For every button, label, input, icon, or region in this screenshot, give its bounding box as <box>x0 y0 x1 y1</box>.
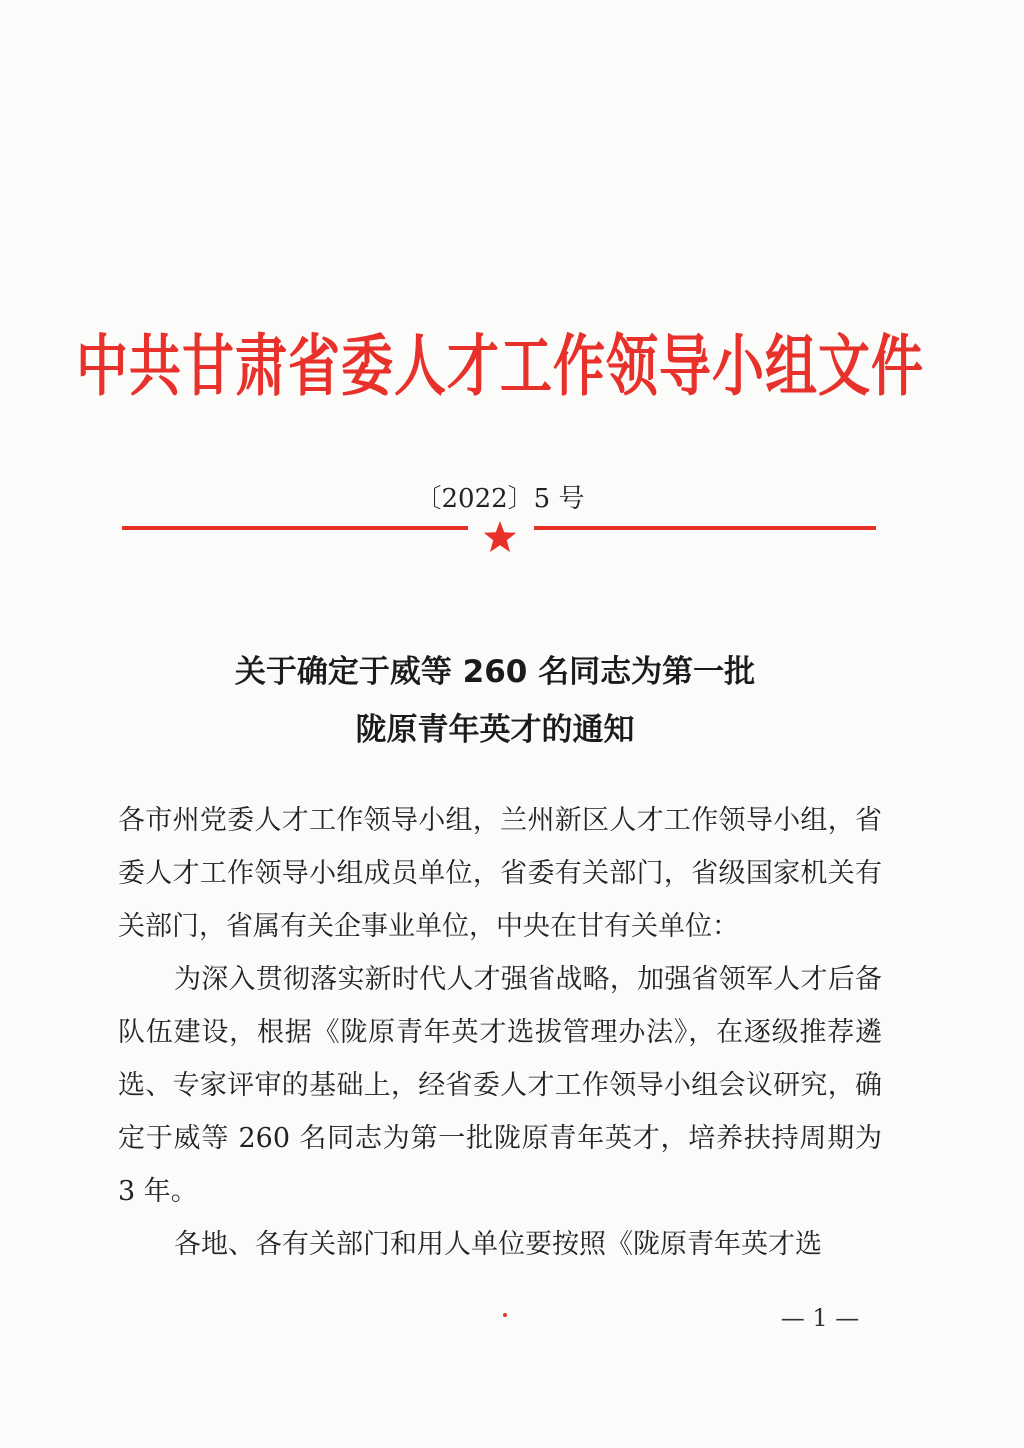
notice-title-line-2: 陇原青年英才的通知 <box>355 712 635 748</box>
red-mark-dot <box>503 1313 507 1317</box>
document-body <box>118 794 882 1271</box>
addressee-paragraph: 各市州党委人才工作领导小组，兰州新区人才工作领导小组，省委人才工作领导小组成员单位，省委有关部门，省级国家机关有关部门，省属有关企事业单位，中央在甘有关单位： <box>118 805 882 942</box>
red-rule-right <box>534 526 876 530</box>
document-number: 〔2022〕5 号 <box>415 484 585 514</box>
body-paragraph-1: 为深入贯彻落实新时代人才强省战略，加强省领军人才后备队伍建设，根据《陇原青年英才选拔管理办法》，在逐级推荐遴选、专家评审的基础上，经省委人才工作领导小组会议研究，确定于威等 260 名同志为第一批陇原青年英才，培养扶持周期为 3 年。 <box>118 964 882 1207</box>
document-header-title: 中共甘肃省委人才工作领导小组文件 <box>75 328 924 406</box>
red-rule-left <box>122 526 468 530</box>
star-shape <box>484 521 516 552</box>
star-icon <box>482 520 518 554</box>
page-number: — 1 — <box>780 1304 860 1332</box>
body-paragraph-2: 各地、各有关部门和用人单位要按照《陇原青年英才选 <box>174 1229 822 1260</box>
notice-title-line-1: 关于确定于威等 260 名同志为第一批 <box>234 654 756 690</box>
